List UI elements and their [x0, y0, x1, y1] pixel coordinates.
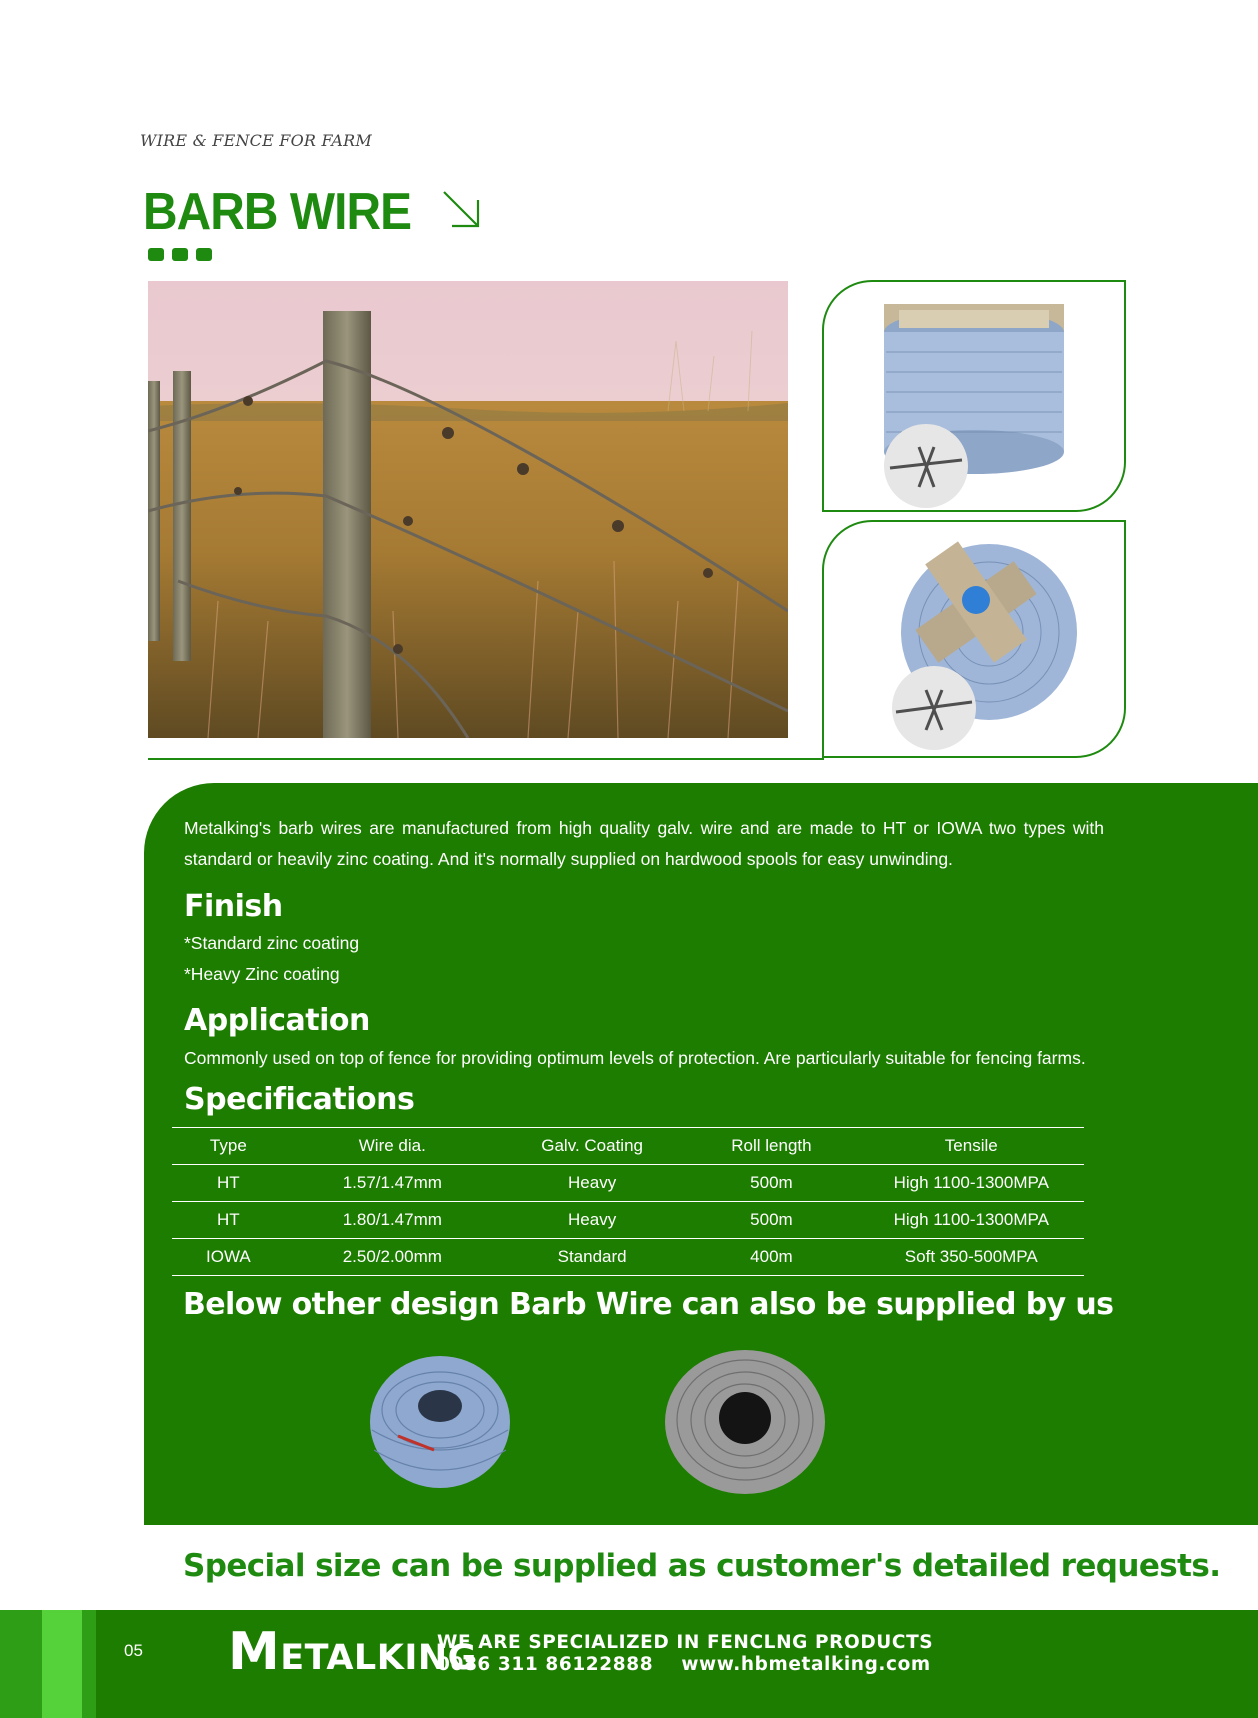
section-kicker: WIRE & FENCE FOR FARM	[140, 131, 372, 150]
application-heading: Application	[184, 1003, 370, 1038]
column-header: Type	[172, 1128, 285, 1165]
top-divider	[148, 758, 824, 760]
table-cell: 1.80/1.47mm	[285, 1202, 500, 1239]
column-header: Roll length	[684, 1128, 858, 1165]
column-header: Tensile	[859, 1128, 1084, 1165]
finish-item: *Heavy Zinc coating	[184, 964, 340, 984]
galvanized-barb-wire-coil-image	[660, 1340, 830, 1500]
logo-rest: ETALKING	[280, 1638, 477, 1678]
table-cell: 400m	[684, 1239, 858, 1276]
column-header: Galv. Coating	[500, 1128, 684, 1165]
finish-item: *Standard zinc coating	[184, 933, 360, 953]
table-cell: 500m	[684, 1165, 858, 1202]
table-row	[172, 1202, 1084, 1239]
table-cell: 1.57/1.47mm	[285, 1165, 500, 1202]
table-cell: 500m	[684, 1202, 858, 1239]
table-cell: Heavy	[500, 1165, 684, 1202]
other-designs-heading: Below other design Barb Wire can also be supplied by us	[183, 1287, 1114, 1322]
page-number: 05	[124, 1641, 143, 1660]
footer-tagline: WE ARE SPECIALIZED IN FENCLNG PRODUCTS	[437, 1632, 934, 1653]
table-cell: High 1100-1300MPA	[859, 1165, 1084, 1202]
table-cell: High 1100-1300MPA	[859, 1202, 1084, 1239]
table-row	[172, 1165, 1084, 1202]
specifications-heading: Specifications	[184, 1082, 415, 1117]
footer-stripe	[42, 1610, 82, 1718]
table-cell: 2.50/2.00mm	[285, 1239, 500, 1276]
logo-initial: M	[228, 1622, 281, 1682]
barb-wire-coil-image	[360, 1340, 520, 1500]
footer-stripe	[82, 1610, 96, 1718]
table-cell: HT	[172, 1202, 285, 1239]
special-size-note: Special size can be supplied as customer's detailed requests.	[183, 1548, 1221, 1584]
table-cell: HT	[172, 1165, 285, 1202]
table-header-row	[172, 1128, 1084, 1165]
table-cell: Soft 350-500MPA	[859, 1239, 1084, 1276]
finish-heading: Finish	[184, 889, 283, 924]
table-row	[172, 1239, 1084, 1276]
footer-contact	[437, 1654, 931, 1675]
column-header: Wire dia.	[285, 1128, 500, 1165]
table-cell: Standard	[500, 1239, 684, 1276]
specifications-table	[172, 1127, 1084, 1276]
footer-website[interactable]: www.hbmetalking.com	[681, 1654, 931, 1675]
product-frame-spool-1	[822, 280, 1126, 512]
footer-phone: 0086 311 86122888	[437, 1654, 654, 1675]
page-title: BARB WIRE	[143, 183, 412, 241]
intro-paragraph: Metalking's barb wires are manufactured from high quality galv. wire and are made to HT or IOWA two types with standard or heavily zinc coating. And it's normally supplied on hardwood spools for easy unwinding.	[184, 818, 1104, 869]
arrow-down-right-icon	[438, 186, 484, 232]
barb-wire-spool-wood-image	[824, 522, 1124, 756]
title-dots-decoration	[148, 248, 212, 261]
table-cell: IOWA	[172, 1239, 285, 1276]
product-frame-spool-2	[822, 520, 1126, 758]
fence-field-photo	[148, 281, 788, 738]
table-cell: Heavy	[500, 1202, 684, 1239]
application-text: Commonly used on top of fence for providing optimum levels of protection. Are particularly suitable for fencing farms.	[184, 1048, 1086, 1068]
barb-wire-spool-image	[824, 282, 1124, 510]
footer-stripe	[0, 1610, 42, 1718]
